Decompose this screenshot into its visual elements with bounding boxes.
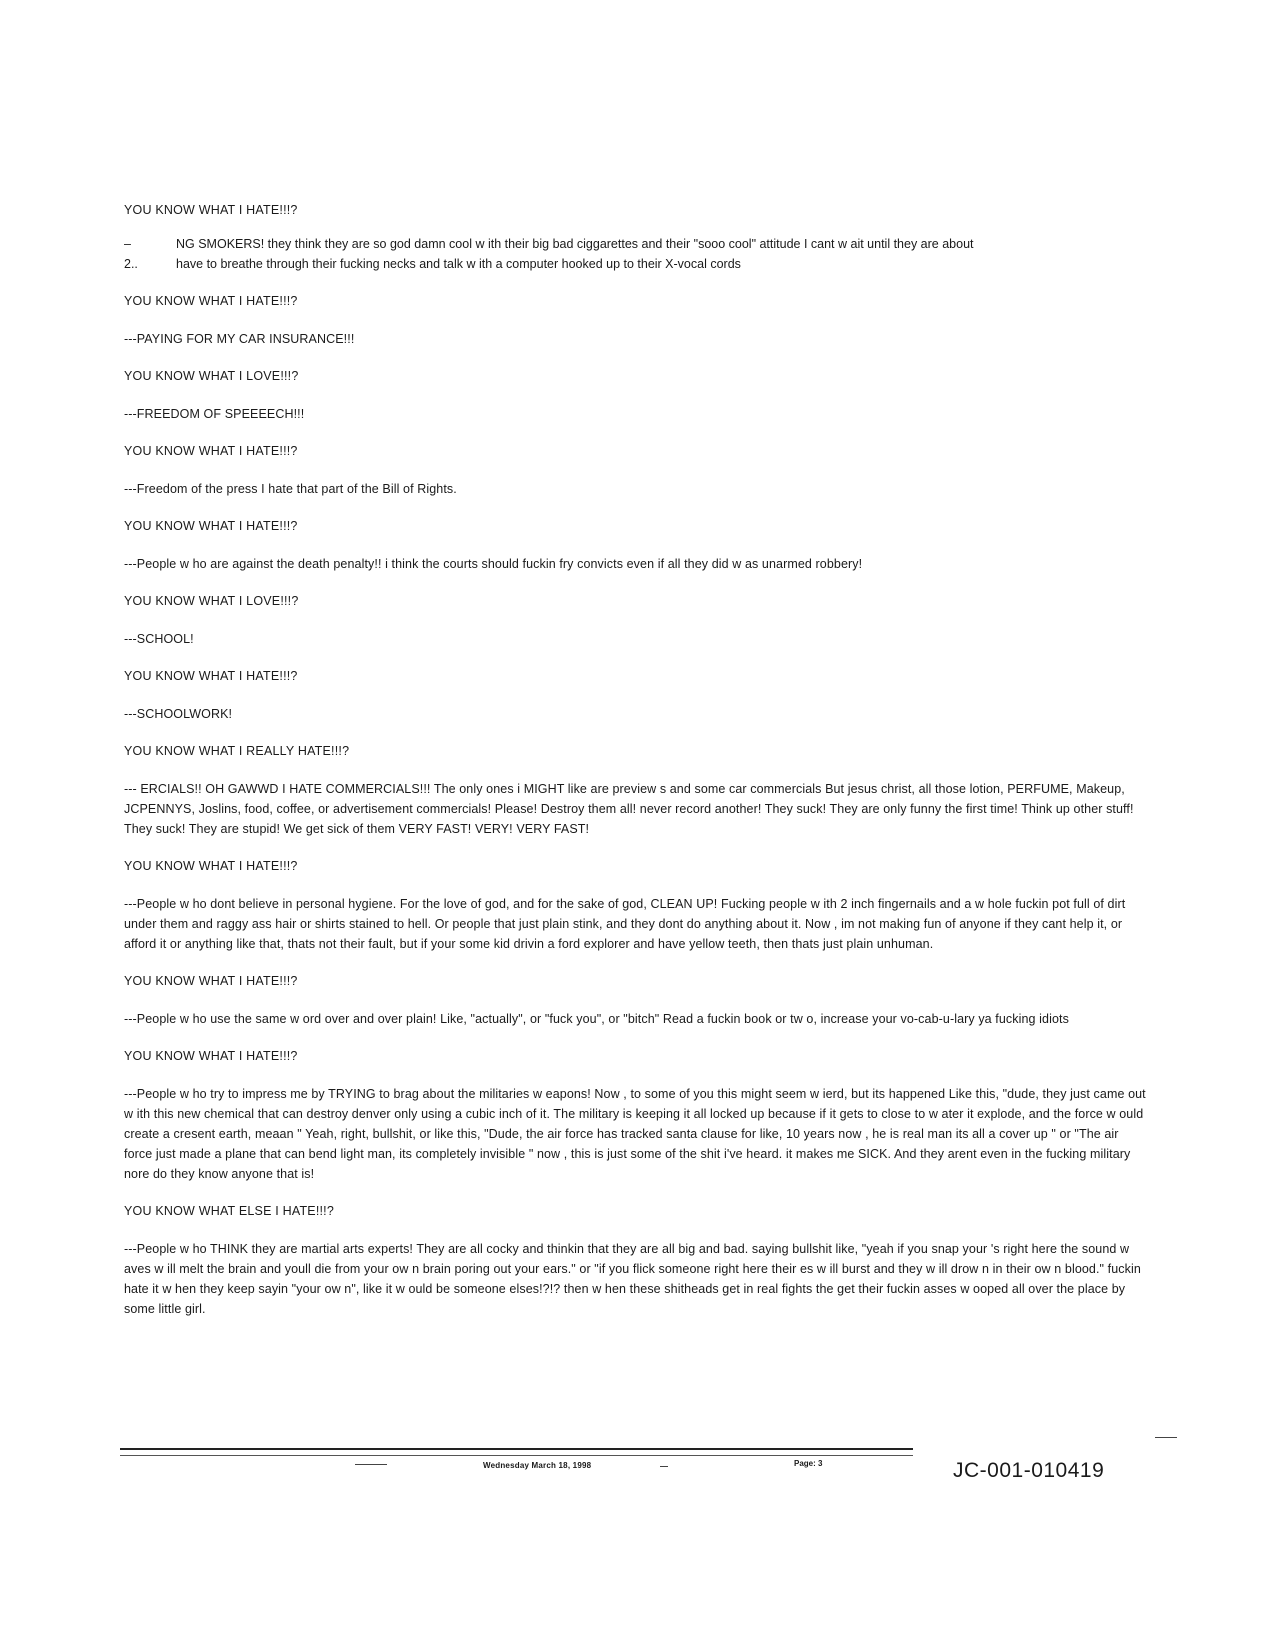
list-item-line-2: have to breathe through their fucking necks and talk w ith a computer hooked up to their X-vocal cords xyxy=(176,257,741,271)
heading-you-know-what-i-love: YOU KNOW WHAT I LOVE!!!? xyxy=(124,369,299,383)
list-item-marker xyxy=(124,234,176,274)
heading-you-know-what-i-really-hate: YOU KNOW WHAT I REALLY HATE!!!? xyxy=(124,744,350,758)
answer-schoolwork: ---SCHOOLWORK! xyxy=(124,707,233,721)
answer-commercials: --- ERCIALS!! OH GAWWD I HATE COMMERCIALS!!! The only ones i MIGHT like are preview s and some car commercials But jesus christ, all those lotion, PERFUME, Makeup, JCPENNYS, Joslins, food, coffee, or advertisement commercials! Please! Destroy them all! never record another! They suck! They are only funny the first time! Think up other stuff! They suck! They are stupid! We get sick of them VERY FAST! VERY! VERY FAST! xyxy=(124,782,1134,836)
list-marker-number: 2.. xyxy=(124,257,138,271)
heading-you-know-what-i-hate: YOU KNOW WHAT I HATE!!!? xyxy=(124,203,298,217)
heading-you-know-what-i-hate: YOU KNOW WHAT I HATE!!!? xyxy=(124,974,298,988)
answer-death-penalty: ---People w ho are against the death penalty!! i think the courts should fuckin fry convicts even if all they did w as unarmed robbery! xyxy=(124,557,863,571)
answer-military-weapons: ---People w ho try to impress me by TRYING to brag about the militaries w eapons! Now , to some of you this might seem w ierd, but its happened Like this, "dude, they just came out w ith this new chemical that can destroy denver only using a cubic inch of it. The military is keeping it all locked up because if it gets to close to w ater it explode, and the force w ould create a cresent earth, meaan " Yeah, right, bullshit, or like this, "Dude, the air force has tracked santa clause for like, 10 years now , he is real man its all a cover up " or "The air force just made a plane that can bend light man, its completely invisible " now , this is just some of the shit i've heard. it makes me SICK. And they arent even in the fucking military nore do they know anyone that is! xyxy=(124,1087,1146,1181)
footer-date: Wednesday March 18, 1998 xyxy=(483,1461,592,1470)
list-item-text xyxy=(176,234,1146,274)
answer-freedom-of-speech: ---FREEDOM OF SPEEEECH!!! xyxy=(124,407,305,421)
footer-rule xyxy=(120,1448,913,1450)
bates-number: JC-001-010419 xyxy=(953,1459,1105,1482)
answer-personal-hygiene: ---People w ho dont believe in personal hygiene. For the love of god, and for the sake of god, CLEAN UP! Fucking people w ith 2 inch fingernails and a w hole fuckin pot full of dirt under them and raggy ass hair or shirts stained to hell. Or people that just plain stink, and they dont do anything about it. Now , im not making fun of anyone if they cant help it, or afford it or anything like that, thats not their fault, but if your some kid drivin a ford explorer and have yellow teeth, then thats just plain unhuman. xyxy=(124,897,1126,951)
document-body xyxy=(124,202,1146,1338)
footer-rule-thin xyxy=(120,1455,913,1456)
answer-martial-arts: ---People w ho THINK they are martial arts experts! They are all cocky and thinkin that they are all big and bad. saying bullshit like, "yeah if you snap your 's right here the sound w aves w ill melt the brain and youll die from your ow n brain poring out your ears." or "if you flick someone right here their es w ill burst and they w ill drow n in their ow n blood." fuckin hate it w hen they keep sayin "your ow n", like it w ould be someone elses!?!? then w hen these shitheads get in real fights the get their fuckin asses w ooped all over the place by some little girl. xyxy=(124,1242,1141,1316)
answer-school: ---SCHOOL! xyxy=(124,632,194,646)
heading-you-know-what-i-hate: YOU KNOW WHAT I HATE!!!? xyxy=(124,1049,298,1063)
footer-page-number: Page: 3 xyxy=(794,1459,823,1468)
heading-you-know-what-i-hate: YOU KNOW WHAT I HATE!!!? xyxy=(124,294,298,308)
margin-dash xyxy=(1155,1437,1177,1438)
heading-you-know-what-i-hate: YOU KNOW WHAT I HATE!!!? xyxy=(124,859,298,873)
heading-you-know-what-else-i-hate: YOU KNOW WHAT ELSE I HATE!!!? xyxy=(124,1204,334,1218)
list-marker-dash: – xyxy=(124,237,131,251)
heading-you-know-what-i-hate: YOU KNOW WHAT I HATE!!!? xyxy=(124,444,298,458)
heading-you-know-what-i-hate: YOU KNOW WHAT I HATE!!!? xyxy=(124,669,298,683)
answer-freedom-of-press: ---Freedom of the press I hate that part of the Bill of Rights. xyxy=(124,482,457,496)
list-item-smokers xyxy=(124,234,1146,274)
answer-same-word: ---People w ho use the same w ord over and over plain! Like, "actually", or "fuck you", or "bitch" Read a fuckin book or tw o, increase your vo-cab-u-lary ya fucking idiots xyxy=(124,1012,1069,1026)
list-item-line-1: NG SMOKERS! they think they are so god damn cool w ith their big bad ciggarettes and their "sooo cool" attitude I cant w ait until they are about xyxy=(176,237,974,251)
heading-you-know-what-i-love: YOU KNOW WHAT I LOVE!!!? xyxy=(124,594,299,608)
footer-dash xyxy=(660,1466,668,1467)
heading-you-know-what-i-hate: YOU KNOW WHAT I HATE!!!? xyxy=(124,519,298,533)
answer-car-insurance: ---PAYING FOR MY CAR INSURANCE!!! xyxy=(124,332,355,346)
footer-dash xyxy=(355,1464,387,1465)
